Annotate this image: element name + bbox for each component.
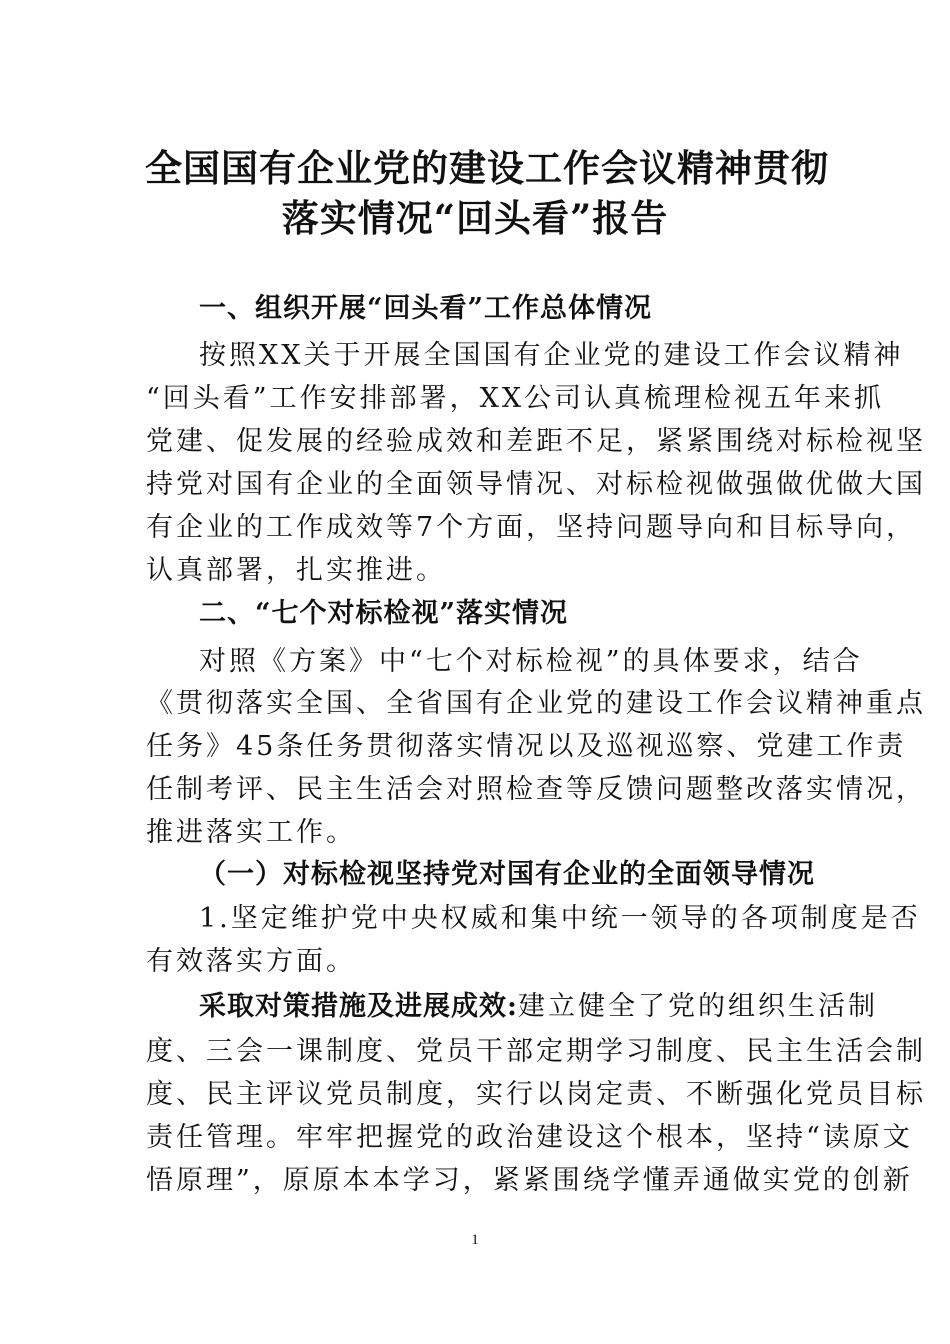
measures-paragraph-first-line <box>199 990 878 1024</box>
paragraph-line: “回头看”工作安排部署，XX公司认真梳理检视五年来抓 <box>146 383 885 414</box>
subsection-1-heading: （一）对标检视坚持党对国有企业的全面领导情况 <box>199 859 815 890</box>
measures-label: 采取对策措施及进展成效: <box>199 991 518 1022</box>
page-number: 1 <box>471 1232 479 1248</box>
document-title-line-1: 全国国有企业党的建设工作会议精神贯彻 <box>145 146 829 190</box>
paragraph-line: 1.坚定维护党中央权威和集中统一领导的各项制度是否 <box>199 903 921 934</box>
paragraph-line: 推进落实工作。 <box>146 817 356 848</box>
paragraph-line: 持党对国有企业的全面领导情况、对标检视做强做优做大国 <box>146 469 926 500</box>
section-2-heading: 二、“七个对标检视”落实情况 <box>199 598 569 629</box>
paragraph-line: 认真部署，扎实推进。 <box>146 555 446 586</box>
document-title-line-2: 落实情况“回头看”报告 <box>281 196 669 240</box>
paragraph-line: 任务》45条任务贯彻落实情况以及巡视巡察、党建工作责 <box>146 731 907 762</box>
paragraph-line: 党建、促发展的经验成效和差距不足，紧紧围绕对标检视坚 <box>146 426 926 457</box>
paragraph-line: 有效落实方面。 <box>146 946 356 977</box>
section-1-heading: 一、组织开展“回头看”工作总体情况 <box>199 293 653 324</box>
measures-text: 建立健全了党的组织生活制 <box>517 991 878 1022</box>
paragraph-line: 度、民主评议党员制度，实行以岗定责、不断强化党员目标 <box>146 1079 926 1110</box>
paragraph-line: 按照XX关于开展全国国有企业党的建设工作会议精神 <box>199 340 904 371</box>
paragraph-line: 任制考评、民主生活会对照检查等反馈问题整改落实情况， <box>146 774 926 805</box>
paragraph-line: 悟原理”，原原本本学习，紧紧围绕学懂弄通做实党的创新 <box>146 1165 913 1196</box>
paragraph-line: 有企业的工作成效等7个方面，坚持问题导向和目标导向， <box>146 512 917 543</box>
paragraph-line: 度、三会一课制度、党员干部定期学习制度、民主生活会制 <box>146 1036 926 1067</box>
paragraph-line: 责任管理。牢牢把握党的政治建设这个根本，坚持“读原文 <box>146 1122 913 1153</box>
paragraph-line: 《贯彻落实全国、全省国有企业党的建设工作会议精神重点 <box>146 688 926 719</box>
paragraph-line: 对照《方案》中“七个对标检视”的具体要求，结合 <box>199 646 863 677</box>
